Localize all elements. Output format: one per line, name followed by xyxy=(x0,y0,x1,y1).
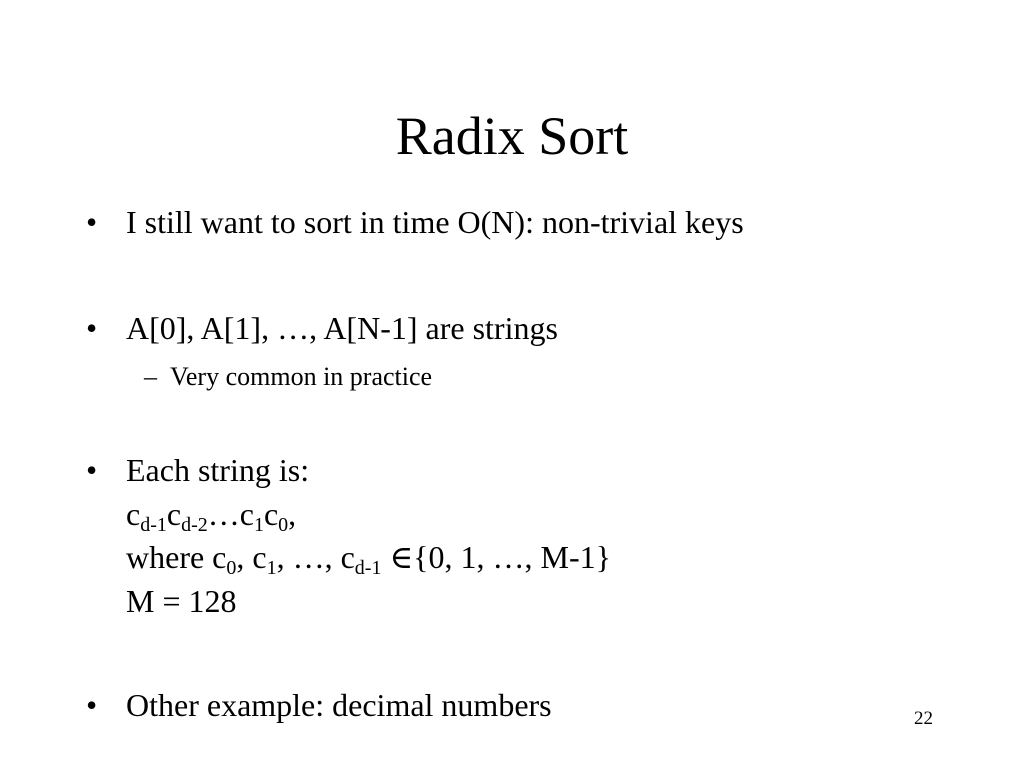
subscript-d-minus-1: d-1 xyxy=(140,514,167,536)
char-c: c xyxy=(239,496,254,532)
bullet-dot-icon: • xyxy=(86,204,98,240)
m-definition-line: M = 128 xyxy=(126,583,237,619)
value-set: {0, 1, …, M-1} xyxy=(413,539,611,575)
subscript-0: 0 xyxy=(278,514,289,536)
subscript-1: 1 xyxy=(266,557,277,579)
bullet-dot-icon: • xyxy=(86,310,98,346)
sub-bullet-2-1-text: Very common in practice xyxy=(170,362,433,391)
separator: , c xyxy=(236,539,267,575)
bullet-dot-icon: • xyxy=(86,687,98,723)
subscript-d-minus-1: d-1 xyxy=(354,557,382,579)
char-c: c xyxy=(166,496,182,532)
subscript-d-minus-2: d-2 xyxy=(181,514,208,536)
where-prefix: where c xyxy=(126,539,227,575)
page-number: 22 xyxy=(914,708,933,729)
separator: , …, c xyxy=(276,539,355,575)
bullet-dot-icon: • xyxy=(86,452,98,488)
sub-bullet-dash-icon: – xyxy=(144,362,157,391)
subscript-1: 1 xyxy=(253,514,264,536)
where-line xyxy=(126,536,611,578)
trailing-comma: , xyxy=(288,496,297,532)
element-of-symbol: ∈ xyxy=(381,539,414,575)
char-c: c xyxy=(126,496,141,532)
subscript-0: 0 xyxy=(226,557,237,579)
bullet-4-text: Other example: decimal numbers xyxy=(126,687,552,723)
string-form-line xyxy=(126,493,296,535)
bullet-1-text: I still want to sort in time O(N): non-trivial keys xyxy=(126,204,744,240)
bullet-3-text: Each string is: xyxy=(126,452,310,488)
bullet-2-text: A[0], A[1], …, A[N-1] are strings xyxy=(126,310,558,346)
ellipsis: … xyxy=(207,496,240,532)
slide-title: Radix Sort xyxy=(395,106,629,166)
char-c: c xyxy=(263,496,279,532)
